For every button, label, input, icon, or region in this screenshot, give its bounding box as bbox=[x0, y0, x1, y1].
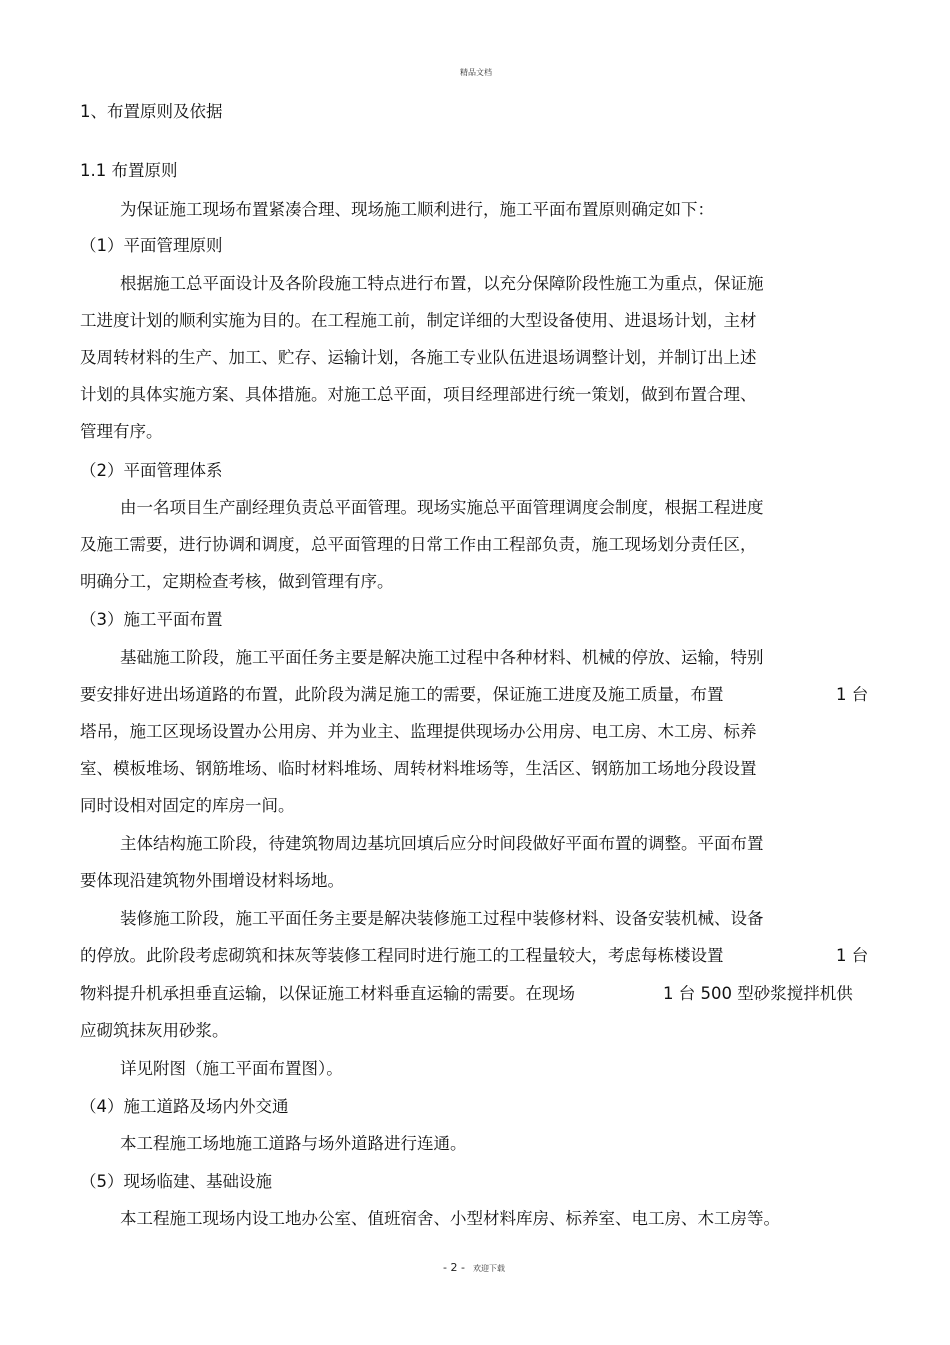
heading-1-1: 1.1 布置原则 bbox=[80, 161, 178, 180]
section-1-line: 工进度计划的顺利实施为目的。在工程施工前，制定详细的大型设备使用、进退场计划，主材 bbox=[80, 311, 757, 330]
page-number: - 2 - bbox=[443, 1261, 465, 1274]
section-3-para1-line: 同时设相对固定的库房一间。 bbox=[80, 796, 295, 815]
page-footer bbox=[443, 1256, 505, 1275]
page-header: 精品文档 bbox=[460, 68, 492, 77]
section-5-line: 本工程施工现场内设工地办公室、值班宿舍、小型材料库房、标养室、电工房、木工房等。 bbox=[120, 1209, 780, 1228]
section-3-para3-tail: 1 台 bbox=[836, 946, 869, 965]
section-3-para3-line: 应砌筑抹灰用砂浆。 bbox=[80, 1021, 229, 1040]
section-3-para1-line: 要安排好进出场道路的布置，此阶段为满足施工的需要，保证施工进度及施工质量，布置 bbox=[80, 685, 724, 704]
heading-1: 1、布置原则及依据 bbox=[80, 102, 223, 121]
section-3-para1-line: 基础施工阶段，施工平面任务主要是解决施工过程中各种材料、机械的停放、运输，特别 bbox=[120, 648, 764, 667]
intro-paragraph: 为保证施工现场布置紧凑合理、现场施工顺利进行，施工平面布置原则确定如下： bbox=[120, 200, 714, 219]
section-2-line: 由一名项目生产副经理负责总平面管理。现场实施总平面管理调度会制度，根据工程进度 bbox=[120, 498, 764, 517]
section-2-line: 及施工需要，进行协调和调度，总平面管理的日常工作由工程部负责，施工现场划分责任区， bbox=[80, 535, 757, 554]
section-3-para1-tail: 1 台 bbox=[836, 685, 869, 704]
section-3-para3-line: 装修施工阶段，施工平面任务主要是解决装修施工过程中装修材料、设备安装机械、设备 bbox=[120, 909, 764, 928]
footer-text: 欢迎下载 bbox=[473, 1264, 506, 1273]
section-5-title: （5）现场临建、基础设施 bbox=[80, 1172, 272, 1191]
section-4-line: 本工程施工场地施工道路与场外道路进行连通。 bbox=[120, 1134, 467, 1153]
section-3-para2-line: 主体结构施工阶段，待建筑物周边基坑回填后应分时间段做好平面布置的调整。平面布置 bbox=[120, 834, 764, 853]
section-3-para3-tail: 1 台 500 型砂浆搅拌机供 bbox=[663, 984, 853, 1003]
section-4-title: （4）施工道路及场内外交通 bbox=[80, 1097, 289, 1116]
section-1-line: 根据施工总平面设计及各阶段施工特点进行布置，以充分保障阶段性施工为重点，保证施 bbox=[120, 274, 764, 293]
section-3-para2-line: 要体现沿建筑物外围增设材料场地。 bbox=[80, 871, 344, 890]
section-2-line: 明确分工，定期检查考核，做到管理有序。 bbox=[80, 572, 394, 591]
section-1-line: 及周转材料的生产、加工、贮存、运输计划，各施工专业队伍进退场调整计划，并制订出上述 bbox=[80, 348, 757, 367]
section-2-title: （2）平面管理体系 bbox=[80, 461, 223, 480]
section-3-para1-line: 塔吊，施工区现场设置办公用房、并为业主、监理提供现场办公用房、电工房、木工房、标养 bbox=[80, 722, 757, 741]
section-3-para1-line: 室、模板堆场、钢筋堆场、临时材料堆场、周转材料堆场等，生活区、钢筋加工场地分段设置 bbox=[80, 759, 757, 778]
section-3-reference: 详见附图（施工平面布置图）。 bbox=[120, 1059, 343, 1078]
section-1-line: 管理有序。 bbox=[80, 422, 163, 441]
section-1-line: 计划的具体实施方案、具体措施。对施工总平面，项目经理部进行统一策划，做到布置合理、 bbox=[80, 385, 757, 404]
section-1-title: （1）平面管理原则 bbox=[80, 236, 223, 255]
section-3-title: （3）施工平面布置 bbox=[80, 610, 223, 629]
section-3-para3-line: 的停放。此阶段考虑砌筑和抹灰等装修工程同时进行施工的工程量较大，考虑每栋楼设置 bbox=[80, 946, 724, 965]
section-3-para3-line: 物料提升机承担垂直运输，以保证施工材料垂直运输的需要。在现场 bbox=[80, 984, 575, 1003]
